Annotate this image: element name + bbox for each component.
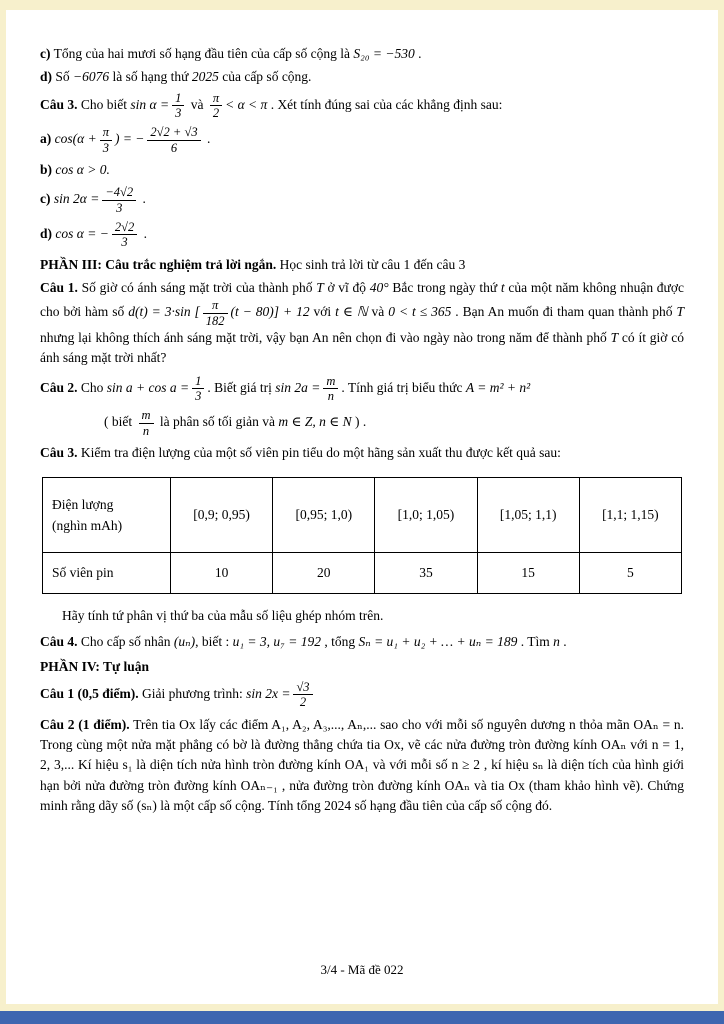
frequency-table <box>42 477 682 594</box>
item-label: a) <box>40 131 52 147</box>
fraction <box>147 125 200 155</box>
math: < α < π <box>225 96 268 112</box>
text: Số <box>52 69 74 85</box>
math: 0 < t ≤ 365 <box>388 304 452 320</box>
math: (uₙ) <box>173 633 196 649</box>
fraction-numerator: 2√2 <box>112 220 137 235</box>
value-cell: 35 <box>375 553 477 594</box>
text: Giải phương trình: <box>138 685 247 701</box>
fraction-denominator: 2 <box>299 695 307 710</box>
header-label-line1: Điện lượng <box>52 496 114 512</box>
fraction-numerator: π <box>210 91 222 106</box>
table-header-row <box>43 478 682 553</box>
math: d(t) = 3·sin [ <box>128 304 200 320</box>
text: Cho biết <box>77 96 131 112</box>
math: A = m² + n² <box>465 379 531 395</box>
fraction-numerator: 2√2 + √3 <box>147 125 200 140</box>
fraction-numerator: 1 <box>192 374 204 389</box>
fraction <box>293 680 312 710</box>
statement-d <box>40 67 684 87</box>
fraction-numerator: π <box>100 125 112 140</box>
math: S₂₀ = −530 <box>353 46 415 61</box>
bottom-bar <box>0 1011 724 1024</box>
math: sin a + cos a = <box>106 379 190 395</box>
item-label: d) <box>40 225 53 241</box>
text: Bắc trong ngày thứ <box>388 280 501 295</box>
interval-cell: [1,05; 1,1) <box>477 478 579 553</box>
math: T <box>610 330 619 345</box>
math: −6076 <box>73 69 110 85</box>
interval-cell: [1,0; 1,05) <box>375 478 477 553</box>
item-label: c) <box>40 191 51 207</box>
fraction-denominator: 3 <box>195 388 202 403</box>
fraction <box>210 91 222 121</box>
fraction-numerator: 1 <box>172 91 184 106</box>
question-part3-cau1 <box>40 278 684 369</box>
text: ở vĩ độ <box>323 280 370 295</box>
value-cell: 10 <box>171 553 273 594</box>
text: Tổng của hai mươi số hạng đầu tiên của cấp số cộng là <box>50 46 354 61</box>
math: (t − 80)] + 12 <box>230 304 310 320</box>
question-part3-cau4 <box>40 632 684 652</box>
question-label: Câu 1. <box>40 280 78 295</box>
fraction <box>172 91 184 121</box>
value-cell: 5 <box>579 553 681 594</box>
section-header-part4 <box>40 657 684 677</box>
math: T <box>316 280 324 295</box>
text: . Tìm <box>517 633 554 649</box>
math: n <box>553 633 560 649</box>
fraction <box>112 220 137 250</box>
fraction-denominator: n <box>142 423 150 438</box>
fraction-numerator: π <box>203 298 228 313</box>
fraction <box>323 374 338 404</box>
math: t <box>500 280 505 295</box>
fraction <box>139 408 154 438</box>
text: ) . <box>351 414 367 430</box>
text: và <box>367 304 389 320</box>
exam-page <box>6 10 718 1004</box>
text: . <box>140 225 147 241</box>
item-label: b) <box>40 162 53 177</box>
row-label-cell: Số viên pin <box>43 553 171 594</box>
section-header-part3 <box>40 255 684 275</box>
math: sin 2α = <box>53 191 100 207</box>
math: ) = − <box>114 131 145 147</box>
text: . Biết giá trị <box>207 379 276 395</box>
math: t ∈ ℕ <box>335 304 368 320</box>
text: . Bạn An muốn đi tham quan thành phố <box>451 304 677 320</box>
question-part3-cau2 <box>40 374 684 404</box>
question-label: Câu 3. <box>40 96 78 112</box>
fraction-denominator: 6 <box>170 140 178 155</box>
header-label-line2: (nghìn mAh) <box>52 517 123 533</box>
fraction-numerator: m <box>139 408 154 423</box>
question-label: Câu 3. <box>40 445 78 460</box>
page-footer: 3/4 - Mã đề 022 <box>320 962 404 977</box>
statement-b <box>40 160 684 180</box>
interval-cell: [0,9; 0,95) <box>171 478 273 553</box>
text: . Tính giá trị biểu thức <box>341 379 466 395</box>
text: , tổng <box>320 633 359 649</box>
statement-d2 <box>40 220 684 250</box>
text: Trên tia Ox lấy các điểm A₁, A₂, A₃,..., Aₙ,... sao cho với mỗi số nguyên dương n thỏa mãn OAₙ = n. Trong cùng một nửa mặt phẳng có bờ là đường thẳng chứa tia Ox, vẽ các nửa đường tròn đường kính OAₙ với n = 1, 2, 3,... Kí hiệu s₁ là diện tích nửa hình tròn đường kính OA₁ và với mỗi số n ≥ 2 , kí hiệu sₙ là diện tích của hình giới hạn bởi nửa đường tròn đường kính OAₙ₋₁ , nửa đường tròn đường kính OAₙ và tia Ox (tham khảo hình vẽ). Chứng minh rằng dãy số (sₙ) là một cấp số cộng. Tính tổng 2024 số hạng đầu tiên của cấp số cộng đó. <box>40 716 684 813</box>
fraction-denominator: 3 <box>102 140 109 155</box>
text: , biết : <box>195 633 233 649</box>
question-label: Câu 4. <box>40 633 78 649</box>
text: . <box>414 46 422 61</box>
text: ( biết <box>104 414 136 430</box>
fraction-numerator: m <box>323 374 338 389</box>
math: m ∈ Z, n ∈ N <box>278 414 352 430</box>
question-cau3 <box>40 91 684 121</box>
math: cos α = − <box>55 225 109 241</box>
text: nhưng lại không thích ánh sáng mặt trời, vậy bạn An nên chọn đi vào ngày nào trong năm để thành phố <box>40 330 611 345</box>
text: Số giờ có ánh sáng mặt trời của thành phố <box>77 280 317 295</box>
fraction-denominator: 2 <box>212 105 220 120</box>
fraction <box>100 125 112 155</box>
math: Sₙ = u₁ + u₂ + … + uₙ = 189 <box>358 633 518 649</box>
text: với <box>309 304 336 320</box>
text: . <box>139 191 146 207</box>
math: cos(α + <box>54 131 97 147</box>
question-part4-cau2 <box>40 715 684 816</box>
text: của cấp số cộng. <box>218 69 312 85</box>
text: Cho <box>77 379 107 395</box>
fraction-numerator: −4√2 <box>102 185 136 200</box>
fraction <box>203 298 228 328</box>
text: Kiểm tra điện lượng của một số viên pin tiểu do một hãng sản xuất thu được kết quả sau: <box>77 445 561 460</box>
section-title: PHẦN IV: Tự luận <box>40 658 150 674</box>
text: . <box>203 131 211 147</box>
math: cos α > 0. <box>55 162 110 177</box>
text: Học sinh trả lời từ câu 1 đến câu 3 <box>276 256 466 272</box>
text: . <box>559 633 567 649</box>
section-title: PHẦN III: Câu trắc nghiệm trả lời ngắn. <box>40 256 277 272</box>
math: 2025 <box>191 69 219 85</box>
fraction <box>192 374 204 404</box>
math: u₁ = 3, u₇ = 192 <box>232 633 321 649</box>
question-part3-cau3 <box>40 443 684 463</box>
text: Cho cấp số nhân <box>77 633 174 649</box>
text: là phân số tối giản và <box>156 414 279 430</box>
value-cell: 20 <box>273 553 375 594</box>
question-part3-cau2-note <box>40 408 684 438</box>
item-label: c) <box>40 46 51 61</box>
fraction-denominator: 3 <box>175 105 182 120</box>
table-corner-cell <box>43 478 171 553</box>
statement-c2 <box>40 185 684 215</box>
question-part4-cau1 <box>40 680 684 710</box>
math: 40° <box>369 280 389 295</box>
question-label: Câu 2 (1 điểm). <box>40 716 130 732</box>
text: của một năm không nhuận được cho bởi hàm số <box>40 280 684 320</box>
statement-c <box>40 44 684 64</box>
interval-cell: [1,1; 1,15) <box>579 478 681 553</box>
value-cell: 15 <box>477 553 579 594</box>
fraction <box>102 185 136 215</box>
math: sin 2x = <box>246 685 291 701</box>
fraction-denominator: 3 <box>121 235 128 250</box>
fraction-denominator: 182 <box>205 313 225 328</box>
text: . Xét tính đúng sai của các khẳng định sau: <box>267 96 503 112</box>
text: là số hạng thứ <box>109 69 192 85</box>
instruction-note: Hãy tính tứ phân vị thứ ba của mẫu số liệu ghép nhóm trên. <box>62 608 384 624</box>
statement-a <box>40 125 684 155</box>
fraction-numerator: √3 <box>293 680 312 695</box>
fraction-denominator: 3 <box>116 200 123 215</box>
item-label: d) <box>40 69 53 85</box>
text: có ít giờ có ánh sáng mặt trời nhất? <box>40 330 685 366</box>
table-value-row <box>43 553 682 594</box>
math: sin α = <box>130 96 170 112</box>
question-label: Câu 2. <box>40 379 78 395</box>
interval-cell: [0,95; 1,0) <box>273 478 375 553</box>
text: và <box>187 96 207 112</box>
math: sin 2a = <box>275 379 321 395</box>
math: T <box>676 304 684 320</box>
fraction-denominator: n <box>327 388 335 403</box>
question-label: Câu 1 (0,5 điểm). <box>40 685 139 701</box>
